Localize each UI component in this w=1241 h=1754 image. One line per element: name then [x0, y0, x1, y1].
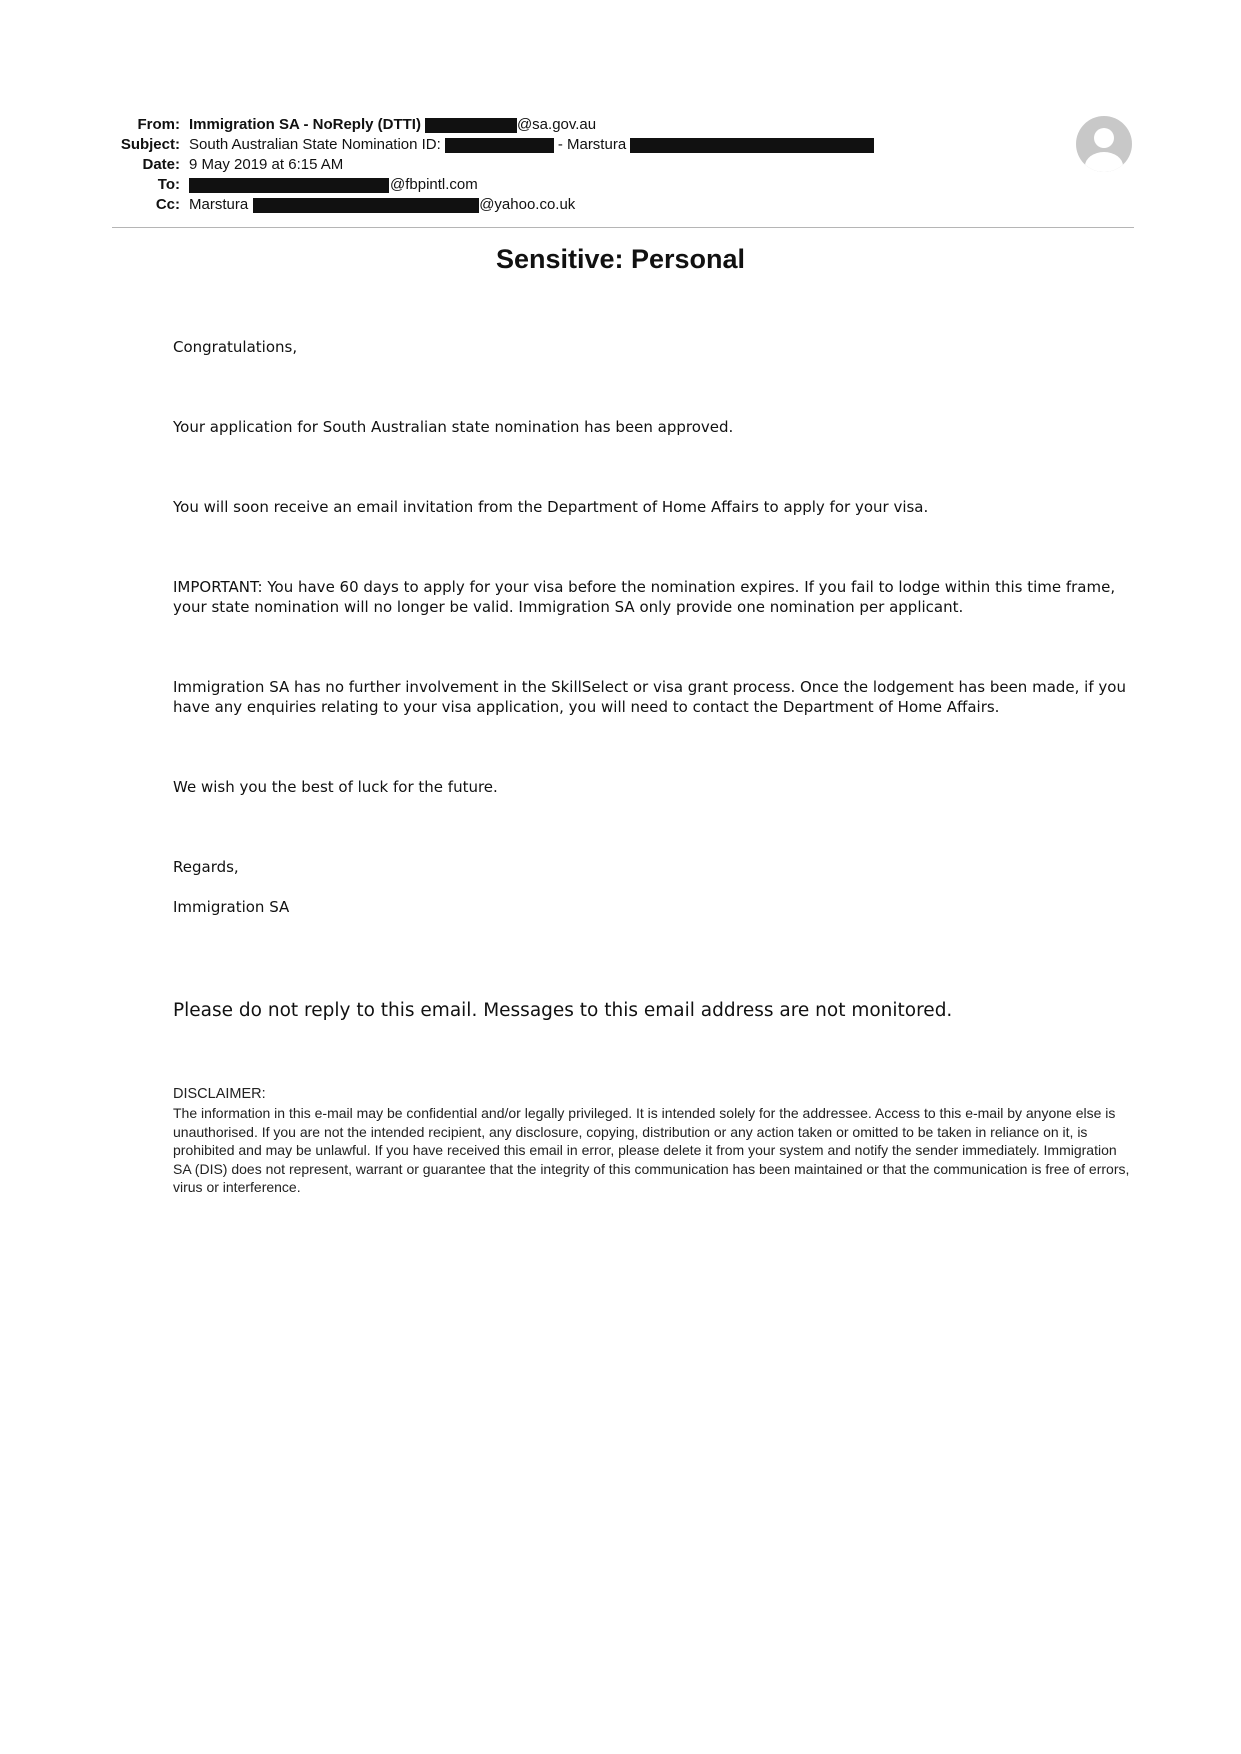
cc-label: Cc:: [155, 196, 180, 213]
subject-label: Subject:: [120, 136, 180, 153]
redaction-bar: [445, 138, 554, 153]
sender-name[interactable]: Immigration SA - NoReply (DTTI): [189, 116, 421, 133]
regards: Regards,: [173, 858, 239, 876]
date-row: [0, 155, 1241, 175]
subject-row: [0, 135, 1241, 155]
disclaimer-text: The information in this e-mail may be confidential and/or legally privileged. It is intended solely for the addressee. Access to this e-mail by anyone else is unauthorised. If you are not the intended recipient, any disclosure, copying, distribution or any action taken or omitted to be taken in reliance on it, is prohibited and may be unlawful. If you have received this email in error, please delete it from your system and notify the sender immediately. Immigration SA (DIS) does not represent, warrant or guarantee that the integrity of this communication has been maintained or that the communication is free of errors, virus or interference.: [173, 1105, 1130, 1195]
paragraph-invitation: You will soon receive an email invitation from the Department of Home Affairs to apply for your visa.: [173, 498, 929, 516]
avatar[interactable]: [1076, 116, 1132, 172]
disclaimer-heading: DISCLAIMER:: [173, 1086, 266, 1102]
greeting: Congratulations,: [173, 338, 298, 356]
date-value: 9 May 2019 at 6:15 AM: [189, 156, 344, 173]
date-label: Date:: [142, 156, 180, 173]
cc-domain: @yahoo.co.uk: [479, 196, 576, 213]
paragraph-involvement: Immigration SA has no further involvement in the SkillSelect or visa grant process. Once the lodgement has been made, if you have any enquiries relating to your visa application, you will need to contact the Department of Home Affairs.: [173, 678, 1126, 716]
person-icon: [1076, 116, 1132, 172]
header-divider: [112, 227, 1134, 228]
cc-row: [0, 195, 1241, 215]
redaction-bar: [253, 198, 479, 213]
subject-middle: - Marstura: [557, 136, 627, 153]
from-row: [0, 115, 1241, 135]
redaction-bar: [189, 178, 389, 193]
sender-domain: @sa.gov.au: [516, 116, 597, 133]
signature: Immigration SA: [173, 898, 290, 916]
redaction-bar: [425, 118, 517, 133]
to-domain[interactable]: @fbpintl.com: [390, 176, 478, 193]
to-row: [0, 175, 1241, 195]
subject-prefix: South Australian State Nomination ID:: [189, 136, 441, 153]
paragraph-approved: Your application for South Australian state nomination has been approved.: [173, 418, 734, 436]
sensitivity-title: Sensitive: Personal: [495, 244, 746, 274]
paragraph-important: IMPORTANT: You have 60 days to apply for your visa before the nomination expires. If you fail to lodge within this time frame, your state nomination will no longer be valid. Immigration SA only provide one nomination per applicant.: [173, 578, 1116, 616]
from-label: From:: [137, 116, 180, 133]
paragraph-best-wishes: We wish you the best of luck for the future.: [173, 778, 498, 796]
to-label: To:: [157, 176, 180, 193]
no-reply-notice: Please do not reply to this email. Messages to this email address are not monitored.: [173, 1000, 953, 1021]
redaction-bar: [630, 138, 874, 153]
cc-name[interactable]: Marstura: [189, 196, 249, 213]
